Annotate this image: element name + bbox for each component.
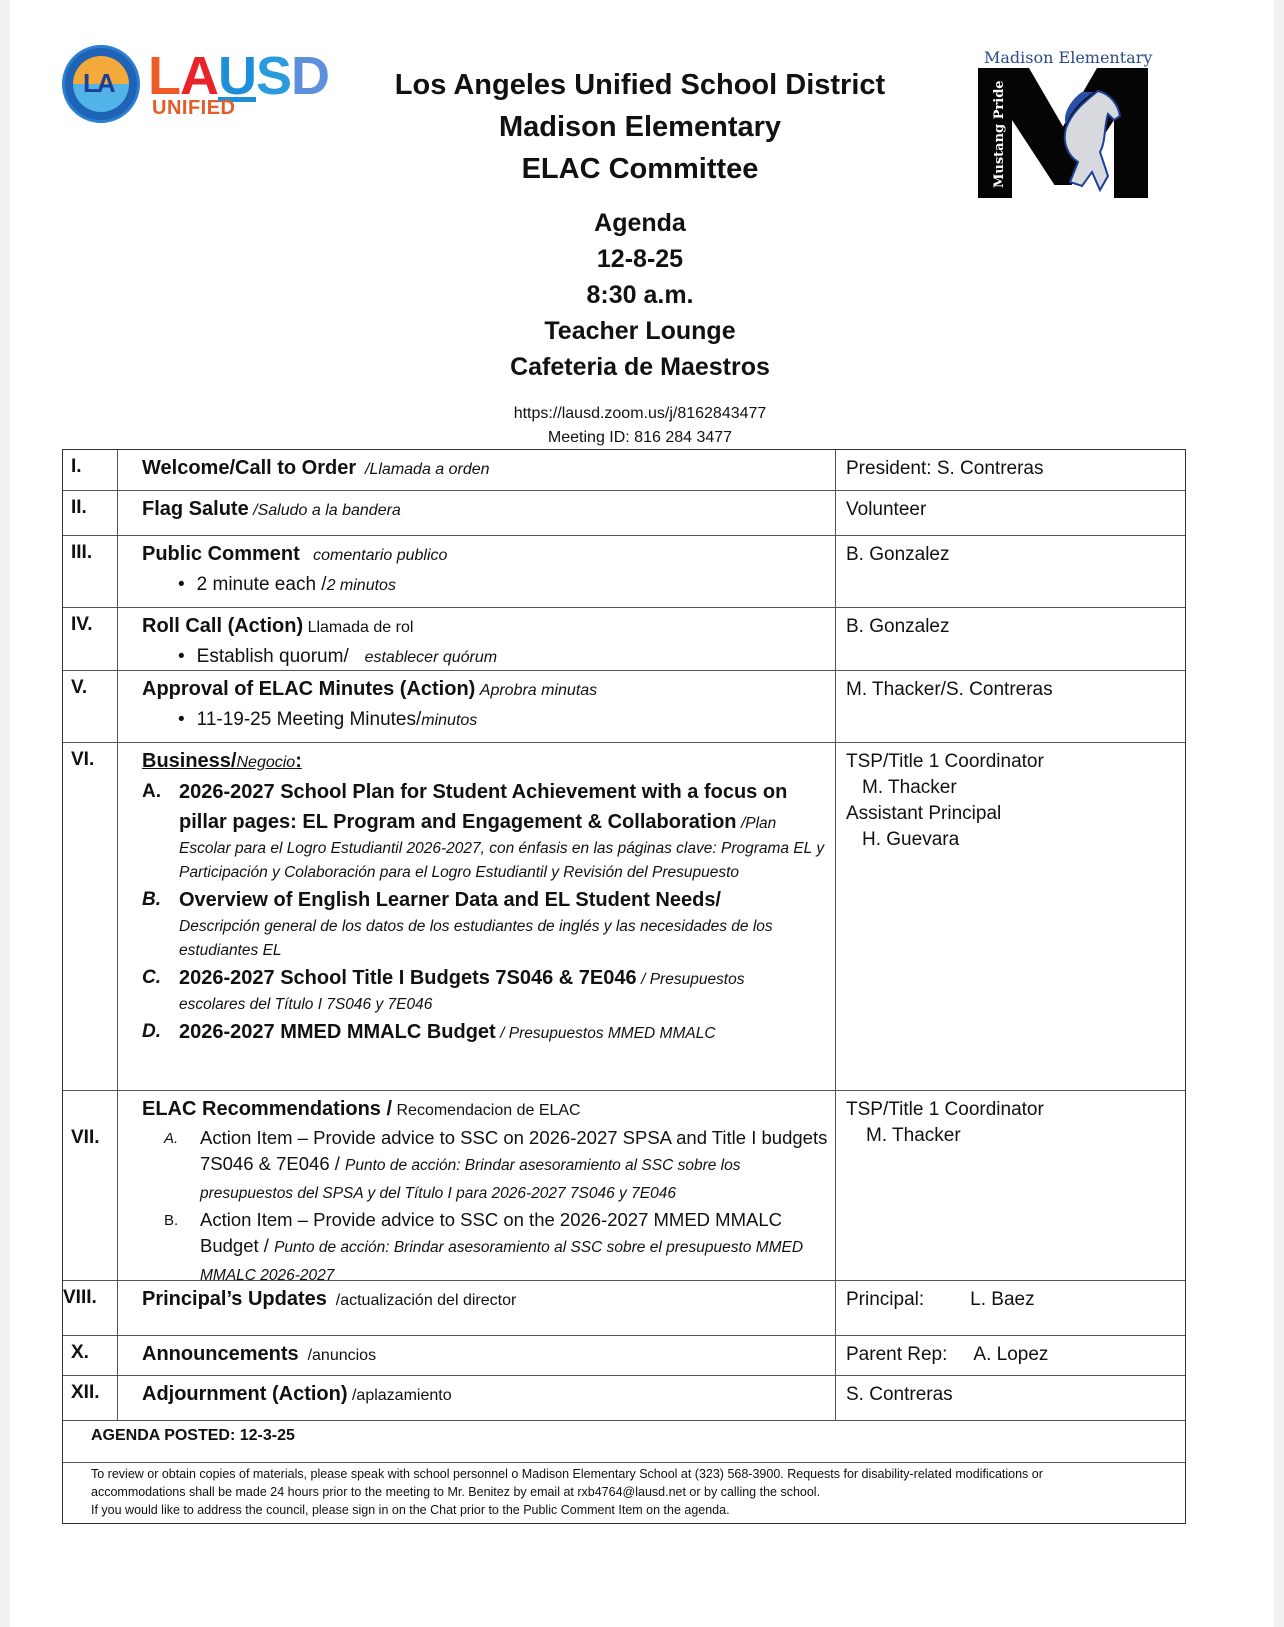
district-name: Los Angeles Unified School District	[394, 69, 886, 101]
agenda-row	[63, 1336, 1185, 1376]
item-presenter: B. Gonzalez	[846, 544, 950, 565]
agenda-row	[63, 536, 1185, 608]
business-item-c: C. 2026-2027 School Title I Budgets 7S046 & 7E046 / Presupuestos escolares del Título I 7S046 y 7E046	[142, 967, 745, 1013]
meeting-time: 8:30 a.m.	[586, 281, 694, 309]
item-presenter: President: S. Contreras	[846, 458, 1044, 479]
item-title: Announcements	[142, 1343, 299, 1365]
item-presenter: TSP/Title 1 Coordinator M. Thacker	[846, 1099, 1044, 1146]
item-title-es: /Saludo a la bandera	[253, 502, 401, 519]
item-title: Principal’s Updates	[142, 1288, 327, 1310]
item-title-es: /actualización del director	[335, 1292, 517, 1309]
agenda-heading: Agenda	[594, 209, 686, 237]
agenda-row	[63, 671, 1185, 743]
agenda-posted: AGENDA POSTED: 12-3-25	[91, 1427, 295, 1444]
item-title-es: /aplazamiento	[351, 1387, 452, 1404]
item-title: Public Comment	[142, 543, 300, 565]
item-title-es: Negocio	[236, 754, 296, 771]
item-title-es: comentario publico	[313, 547, 448, 564]
item-number: XII.	[63, 1376, 118, 1420]
item-presenter: TSP/Title 1 Coordinator M. Thacker Assistant Principal H. Guevara	[846, 751, 1044, 850]
agenda-page	[10, 0, 1274, 1627]
item-presenter: Parent Rep: A. Lopez	[846, 1344, 1049, 1365]
footer-notice: To review or obtain copies of materials, please speak with school personnel o Madison Elementary School at (323) 568-3900. Requests for disability-related modifications or accommodations shall be made 24 hours prior to the meeting to Mr. Benitez by email at rxb4764@lausd.net or by calling the school. If you would like to address the council, please sign in on the Chat prior to the Public Comment Item on the agenda.	[91, 1467, 1043, 1517]
lausd-logo	[62, 45, 342, 125]
madison-motto: Mustang Pride	[992, 80, 1007, 188]
business-item-b: B. Overview of English Learner Data and EL Student Needs/ Descripción general de los datos de los estudiantes de inglés y las necesidades de los estudiantes EL	[142, 889, 773, 959]
list-item: • 11-19-25 Meeting Minutes/minutos	[142, 705, 835, 736]
item-number: I.	[63, 450, 118, 490]
business-item-a: A. 2026-2027 School Plan for Student Achievement with a focus on pillar pages: EL Program and Engagement & Collaboration /Plan Escolar para el Logro Estudiantil 2026-2027, con énfasis en las páginas clave: Programa EL y Participación y Colaboración para el Logro Estudiantil y Revisión del Presupuesto	[142, 781, 825, 881]
item-number: IV.	[63, 608, 118, 670]
item-presenter: Volunteer	[846, 499, 927, 520]
item-presenter: S. Contreras	[846, 1384, 953, 1405]
item-presenter: M. Thacker/S. Contreras	[846, 679, 1053, 700]
mustang-icon	[1048, 86, 1126, 196]
agenda-row	[63, 1376, 1185, 1421]
lausd-unified-label: UNIFIED	[152, 97, 236, 119]
item-number: II.	[63, 491, 118, 535]
item-number: VI.	[63, 743, 118, 1090]
item-title-es: /anuncios	[307, 1347, 377, 1364]
lausd-seal-icon: LA	[62, 45, 140, 123]
item-title-es: Recomendacion de ELAC	[396, 1102, 581, 1119]
recommendation-item-a: A. Action Item – Provide advice to SSC on 2026-2027 SPSA and Title I budgets 7S046 & 7E046 / Punto de acción: Brindar asesoramiento al SSC sobre los presupuestos del SPSA y del Título I para 2026-2027 7S046 y 7E046	[164, 1127, 828, 1202]
agenda-row	[63, 1281, 1185, 1336]
agenda-row	[63, 450, 1185, 491]
footer-notice-row	[63, 1463, 1185, 1523]
agenda-row	[63, 491, 1185, 536]
item-title: ELAC Recommendations /	[142, 1098, 393, 1120]
meeting-location-es: Cafeteria de Maestros	[510, 353, 770, 381]
madison-logo	[978, 48, 1153, 200]
agenda-table	[62, 449, 1186, 1524]
item-number: V.	[63, 671, 118, 742]
document-title	[360, 64, 920, 190]
item-presenter: Principal: L. Baez	[846, 1289, 1035, 1310]
item-title: Adjournment (Action)	[142, 1383, 348, 1405]
item-title-es: Llamada de rol	[307, 619, 414, 636]
item-number: VIII.	[63, 1281, 118, 1335]
meeting-id: Meeting ID: 816 284 3477	[547, 429, 733, 446]
item-title: Business/	[142, 750, 237, 772]
item-title: Welcome/Call to Order	[142, 457, 357, 479]
business-item-d: D. 2026-2027 MMED MMALC Budget / Presupuestos MMED MMALC	[142, 1021, 716, 1043]
item-number: III.	[63, 536, 118, 607]
item-number: VII.	[63, 1091, 118, 1280]
item-title: Roll Call (Action)	[142, 615, 304, 637]
school-name: Madison Elementary	[498, 111, 782, 143]
lausd-wordmark: LAUSD	[148, 46, 330, 106]
committee-name: ELAC Committee	[521, 153, 759, 185]
item-title-es: Aprobra minutas	[479, 682, 598, 699]
agenda-row: VI. Business/Negocio: A. 2026-2027 School Plan for Student Achievement with a focus on pillar pages: EL Program and Engagement & Collaboration /Plan Escolar para el Logro Estudiantil 2026-2027, con énfasis en las páginas clave: Programa EL y Participación y Colaboración para el Logro Estudiantil y Revisión del Presupuesto B. Overview of English Learner Data and EL Student Needs/ Descripción general de los datos de los estudiantes de inglés y las necesidades de los estudiantes EL C. 2026-2027 School Title I Budgets 7S046 & 7E046 / Presupuestos escolares del Título I 7S046 y 7E046 D. 2026-2027 MMED MMALC Budget / Presupuestos MMED MMALC TSP/Title 1 Coordinator M. Thacker Assistant Principal H. Guevara	[63, 743, 1185, 1091]
meeting-location: Teacher Lounge	[544, 317, 736, 345]
item-title: Approval of ELAC Minutes (Action)	[142, 678, 476, 700]
item-presenter: B. Gonzalez	[846, 616, 950, 637]
meeting-date: 12-8-25	[596, 245, 684, 273]
zoom-link[interactable]: https://lausd.zoom.us/j/8162843477	[513, 405, 767, 422]
item-title-es: /Llamada a orden	[365, 461, 490, 478]
list-item: • Establish quorum/ establecer quórum	[142, 642, 835, 673]
agenda-row	[63, 608, 1185, 671]
recommendation-item-b: B. Action Item – Provide advice to SSC on the 2026-2027 MMED MMALC Budget / Punto de acción: Brindar asesoramiento al SSC sobre el presupuesto MMED MMALC 2026-2027	[164, 1209, 804, 1284]
list-item: • 2 minute each /2 minutos	[142, 570, 835, 601]
agenda-row	[63, 1091, 1185, 1284]
item-title: Flag Salute	[142, 498, 249, 520]
agenda-posted-row	[63, 1421, 1185, 1463]
item-number: X.	[63, 1336, 118, 1375]
madison-logo-name: Madison Elementary	[984, 48, 1153, 67]
meeting-info	[430, 205, 850, 385]
